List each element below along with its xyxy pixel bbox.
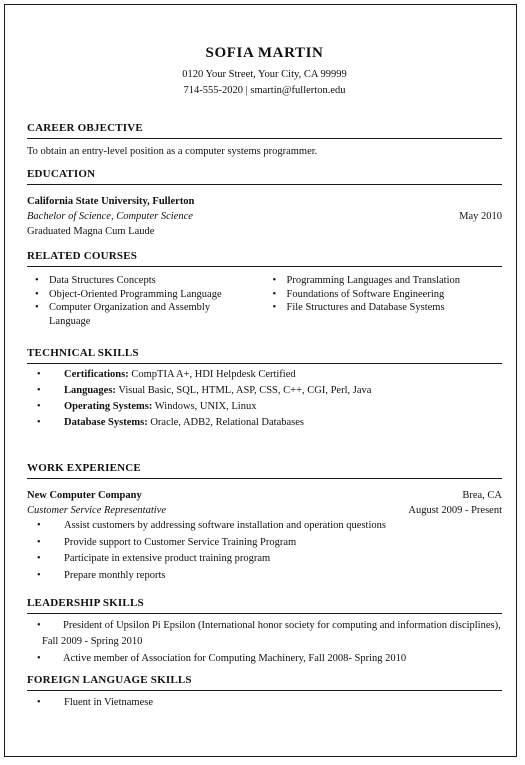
duty-item <box>27 551 502 568</box>
bullet-icon: • <box>272 302 277 313</box>
bullet-icon: • <box>35 302 39 313</box>
company-location: Brea, CA <box>462 490 502 501</box>
duties-list <box>27 518 502 584</box>
bullet-icon: • <box>37 385 41 396</box>
bullet-icon: • <box>37 520 41 531</box>
job-title: Customer Service Representative <box>27 505 166 516</box>
bullet-icon: • <box>37 536 41 548</box>
leadership-text: Active member of Association for Computing Machinery, Fall 2008- Spring 2010 <box>63 653 407 664</box>
job-title-row <box>27 503 502 518</box>
candidate-name: SOFIA MARTIN <box>205 45 324 61</box>
leadership-list <box>27 618 502 667</box>
leadership-item <box>27 618 502 649</box>
duty-text: Provide support to Customer Service Training Program <box>64 536 297 548</box>
course-label: Computer Organization and Assembly Language <box>49 302 211 327</box>
phone-number: 714-555-2020 <box>183 85 244 96</box>
objective-text: To obtain an entry-level position as a computer systems programmer. <box>27 146 318 157</box>
course-item <box>265 274 503 288</box>
bullet-icon: • <box>35 288 39 300</box>
honors-text: Graduated Magna Cum Laude <box>27 226 155 237</box>
work-heading: WORK EXPERIENCE <box>27 462 502 479</box>
skill-value: Oracle, ADB2, Relational Databases <box>147 417 304 428</box>
skill-label: Languages: <box>64 385 116 396</box>
skill-value: Windows, UNIX, Linux <box>152 401 257 412</box>
leadership-item <box>27 651 502 667</box>
skill-label: Certifications: <box>64 369 129 380</box>
courses-left-column <box>27 274 265 328</box>
courses-columns <box>27 274 502 328</box>
degree-name: Bachelor of Science, Computer Science <box>27 211 193 222</box>
contact-line <box>27 85 502 96</box>
skills-list <box>27 367 502 431</box>
duty-item <box>27 535 502 552</box>
skill-item <box>27 399 502 415</box>
skill-value: CompTIA A+, HDI Helpdesk Certified <box>128 369 296 380</box>
courses-right-column <box>265 274 503 328</box>
bullet-icon: • <box>37 653 41 664</box>
bullet-icon: • <box>37 553 41 564</box>
skill-item <box>27 367 502 383</box>
skills-heading: TECHNICAL SKILLS <box>27 347 502 364</box>
course-label: Object-Oriented Programming Language <box>49 288 222 300</box>
bullet-icon: • <box>272 275 277 286</box>
bullet-icon: • <box>37 369 41 380</box>
education-heading: EDUCATION <box>27 168 502 185</box>
course-label: File Structures and Database Systems <box>286 302 445 313</box>
objective-section <box>27 122 502 159</box>
language-item <box>27 695 502 712</box>
duty-text: Participate in extensive product training program <box>64 553 271 564</box>
course-item <box>265 301 503 315</box>
duty-item <box>27 518 502 535</box>
bullet-icon: • <box>37 697 41 708</box>
leadership-heading: LEADERSHIP SKILLS <box>27 597 502 614</box>
skill-value: Visual Basic, SQL, HTML, ASP, CSS, C++, CGI, Perl, Java <box>115 385 372 396</box>
skill-label: Database Systems: <box>64 417 148 428</box>
skill-item <box>27 415 502 431</box>
degree-row <box>27 209 502 224</box>
company-name: New Computer Company <box>27 490 142 501</box>
languages-list <box>27 695 502 712</box>
course-item <box>27 274 265 288</box>
course-item <box>265 288 503 302</box>
courses-section <box>27 250 502 328</box>
bullet-icon: • <box>35 275 39 286</box>
course-item <box>27 288 265 302</box>
course-label: Foundations of Software Engineering <box>286 288 445 300</box>
company-row <box>27 488 502 503</box>
work-section <box>27 462 502 584</box>
skill-item <box>27 383 502 399</box>
course-label: Programming Languages and Translation <box>286 275 461 286</box>
email-address: smartin@fullerton.edu <box>250 85 346 96</box>
duty-item <box>27 568 502 585</box>
contact-separator: | <box>245 85 248 96</box>
school-name: California State University, Fullerton <box>27 196 195 207</box>
education-section <box>27 168 502 239</box>
skill-label: Operating Systems: <box>64 401 153 412</box>
bullet-icon: • <box>37 401 41 412</box>
language-text: Fluent in Vietnamese <box>64 697 153 708</box>
languages-heading: FOREIGN LANGUAGE SKILLS <box>27 674 502 691</box>
skills-section <box>27 347 502 431</box>
bullet-icon: • <box>272 288 277 300</box>
bullet-icon: • <box>37 417 41 428</box>
course-label: Data Structures Concepts <box>49 275 156 286</box>
duty-text: Prepare monthly reports <box>64 569 166 581</box>
graduation-date: May 2010 <box>459 211 502 222</box>
objective-heading: CAREER OBJECTIVE <box>27 122 502 139</box>
job-dates: August 2009 - Present <box>408 505 502 516</box>
resume-page <box>4 4 517 757</box>
duty-text: Assist customers by addressing software installation and operation questions <box>64 520 386 531</box>
leadership-section <box>27 597 502 667</box>
bullet-icon: • <box>37 569 41 581</box>
course-item <box>27 301 249 328</box>
leadership-text: President of Upsilon Pi Epsilon (International honor society for computing and information disciplines), Fall 2009 - Spring 2010 <box>42 620 501 647</box>
bullet-icon: • <box>37 620 41 631</box>
languages-section <box>27 674 502 712</box>
address-line: 0120 Your Street, Your City, CA 99999 <box>182 69 347 80</box>
courses-heading: RELATED COURSES <box>27 250 502 267</box>
